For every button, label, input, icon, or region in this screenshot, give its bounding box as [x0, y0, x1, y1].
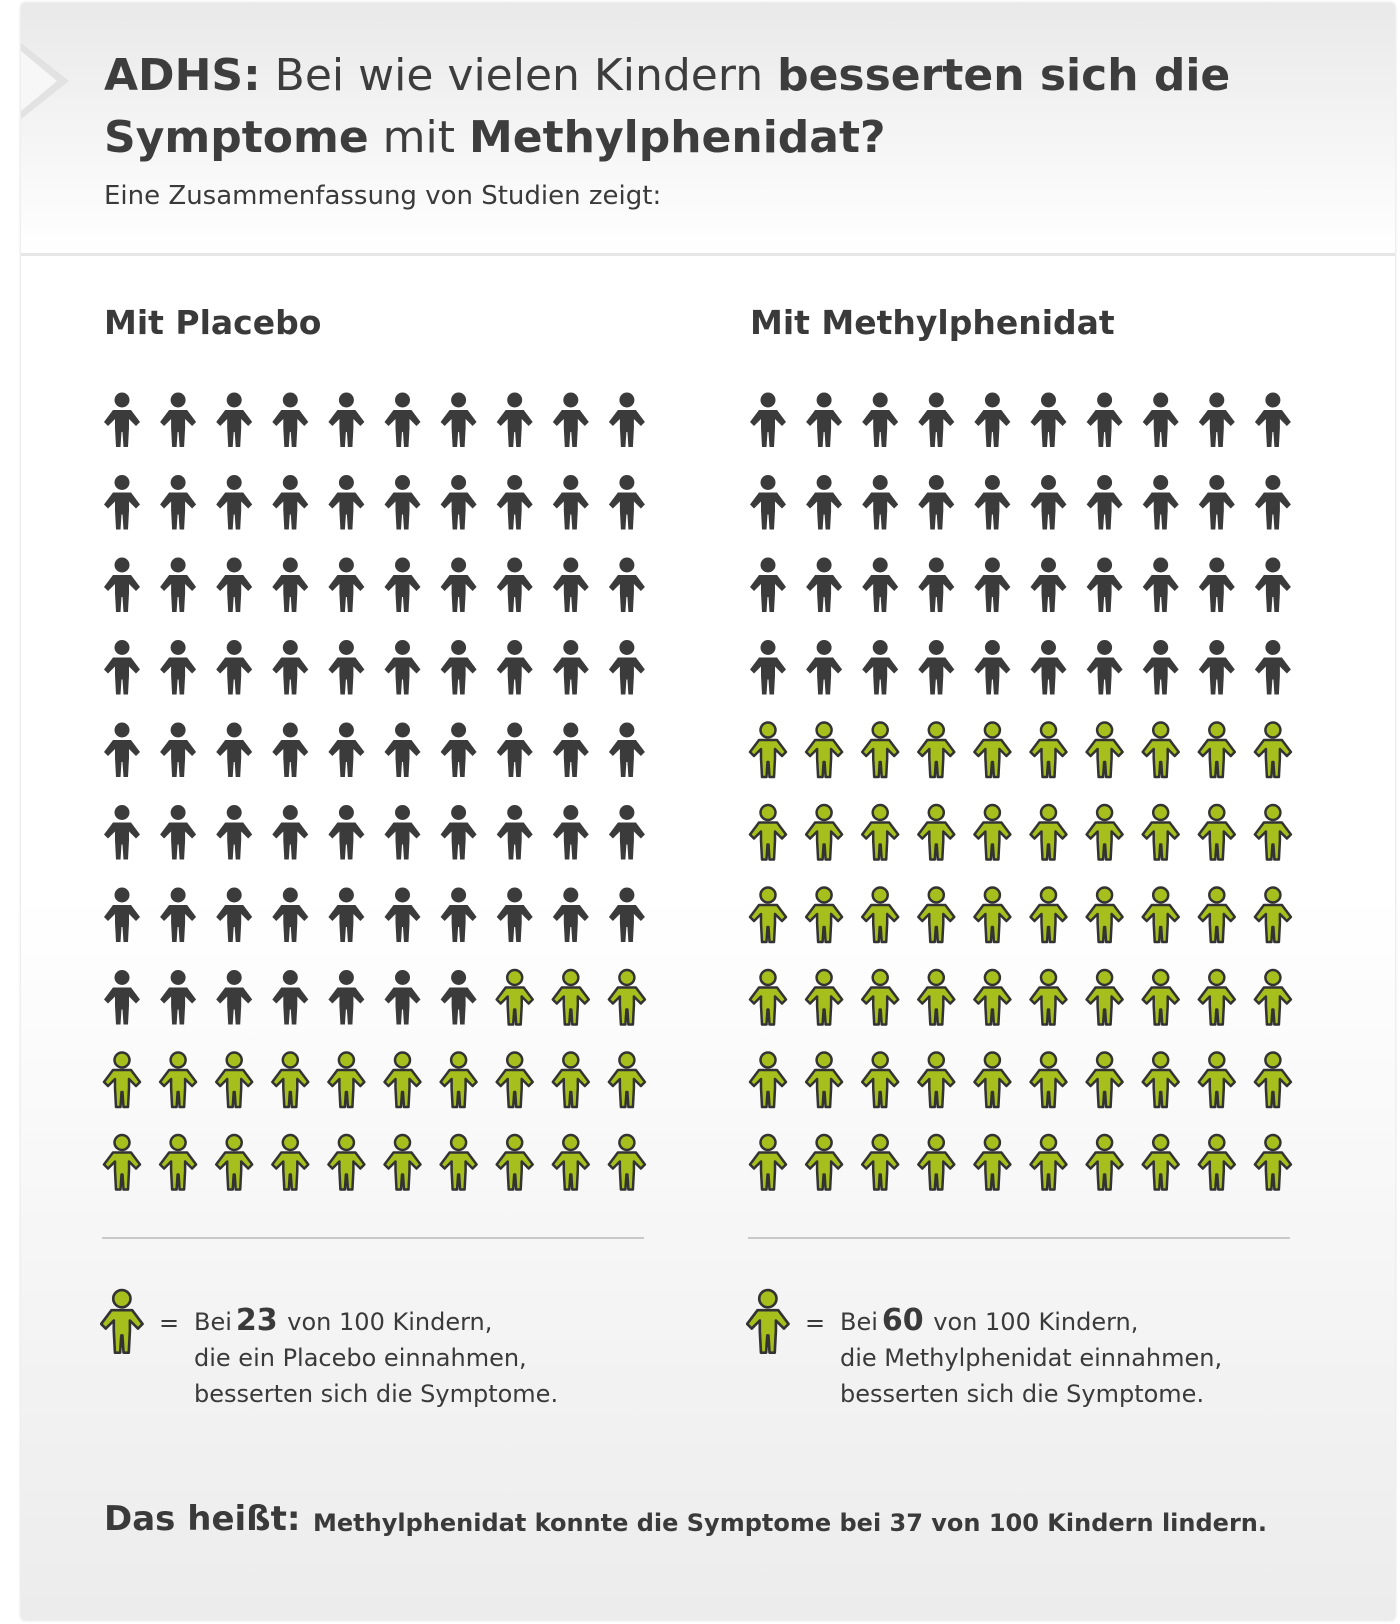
legend-icon-svg	[100, 1286, 144, 1362]
person-green-icon	[609, 970, 645, 1025]
person-dark-icon	[160, 475, 196, 530]
person-green-icon	[750, 805, 786, 860]
person-dark-icon	[918, 393, 954, 448]
person-green-icon	[1143, 1053, 1179, 1108]
person-green-icon	[1255, 970, 1291, 1025]
person-dark-icon	[1255, 640, 1291, 695]
person-dark-icon	[328, 393, 364, 448]
person-green-icon	[100, 1286, 144, 1366]
person-dark-icon	[918, 475, 954, 530]
person-green-icon	[1255, 805, 1291, 860]
person-green-icon	[918, 1053, 954, 1108]
person-dark-icon	[160, 970, 196, 1025]
person-dark-icon	[497, 475, 533, 530]
person-green-icon	[1255, 1053, 1291, 1108]
header	[21, 3, 1395, 256]
person-dark-icon	[385, 475, 421, 530]
person-dark-icon	[216, 640, 252, 695]
person-green-icon	[272, 1135, 308, 1190]
person-green-icon	[385, 1135, 421, 1190]
person-green-icon	[609, 1135, 645, 1190]
person-dark-icon	[918, 558, 954, 613]
person-green-icon	[385, 1053, 421, 1108]
person-dark-icon	[974, 640, 1010, 695]
person-dark-icon	[216, 805, 252, 860]
person-dark-icon	[862, 640, 898, 695]
person-dark-icon	[272, 475, 308, 530]
person-dark-icon	[553, 475, 589, 530]
person-green-icon	[1255, 1135, 1291, 1190]
legend-number: 60	[881, 1303, 924, 1338]
person-dark-icon	[385, 805, 421, 860]
person-dark-icon	[104, 558, 140, 613]
person-dark-icon	[1255, 475, 1291, 530]
person-dark-icon	[104, 970, 140, 1025]
person-dark-icon	[272, 888, 308, 943]
person-dark-icon	[1031, 475, 1067, 530]
person-green-icon	[750, 888, 786, 943]
person-green-icon	[1143, 970, 1179, 1025]
person-dark-icon	[385, 723, 421, 778]
header-notch-inner	[21, 51, 57, 111]
person-dark-icon	[862, 475, 898, 530]
person-green-icon	[806, 723, 842, 778]
person-dark-icon	[441, 640, 477, 695]
person-dark-icon	[1255, 393, 1291, 448]
person-green-icon	[328, 1053, 364, 1108]
person-green-icon	[862, 888, 898, 943]
person-green-icon	[1255, 723, 1291, 778]
person-green-icon	[497, 1053, 533, 1108]
person-green-icon	[160, 1135, 196, 1190]
pictogram-svg	[748, 373, 1300, 1193]
person-dark-icon	[1199, 640, 1235, 695]
person-dark-icon	[385, 393, 421, 448]
legend-pre: Bei	[840, 1308, 878, 1336]
page-title	[104, 45, 1304, 169]
person-green-icon	[806, 1053, 842, 1108]
person-dark-icon	[441, 475, 477, 530]
person-dark-icon	[272, 558, 308, 613]
title-part-3: besserten sich die Symptome	[104, 50, 1231, 163]
pictogram-svg	[102, 373, 654, 1193]
person-dark-icon	[609, 888, 645, 943]
person-dark-icon	[216, 723, 252, 778]
person-dark-icon	[216, 970, 252, 1025]
person-green-icon	[497, 970, 533, 1025]
person-dark-icon	[497, 640, 533, 695]
person-dark-icon	[1031, 393, 1067, 448]
legend-line-1	[840, 1303, 1222, 1340]
person-dark-icon	[160, 888, 196, 943]
person-dark-icon	[1087, 640, 1123, 695]
person-dark-icon	[441, 393, 477, 448]
person-dark-icon	[216, 888, 252, 943]
person-green-icon	[806, 805, 842, 860]
person-green-icon	[806, 1135, 842, 1190]
person-dark-icon	[272, 640, 308, 695]
person-green-icon	[918, 805, 954, 860]
person-dark-icon	[1199, 475, 1235, 530]
person-dark-icon	[160, 640, 196, 695]
title-part-5: Methylphenidat?	[468, 112, 886, 163]
person-dark-icon	[272, 970, 308, 1025]
person-green-icon	[553, 1053, 589, 1108]
person-dark-icon	[609, 393, 645, 448]
subtitle: Eine Zusammenfassung von Studien zeigt:	[104, 181, 662, 211]
person-green-icon	[160, 1053, 196, 1108]
person-dark-icon	[553, 393, 589, 448]
person-dark-icon	[385, 888, 421, 943]
person-dark-icon	[609, 558, 645, 613]
legend-number: 23	[235, 1303, 278, 1338]
person-green-icon	[862, 723, 898, 778]
person-dark-icon	[328, 805, 364, 860]
person-green-icon	[1255, 888, 1291, 943]
person-green-icon	[1087, 805, 1123, 860]
person-dark-icon	[1087, 393, 1123, 448]
person-green-icon	[441, 1135, 477, 1190]
divider-methylphenidat	[748, 1237, 1290, 1239]
person-green-icon	[1087, 1135, 1123, 1190]
person-dark-icon	[497, 888, 533, 943]
person-dark-icon	[441, 805, 477, 860]
person-green-icon	[862, 1135, 898, 1190]
person-green-icon	[1199, 1135, 1235, 1190]
person-green-icon	[1199, 1053, 1235, 1108]
person-dark-icon	[272, 393, 308, 448]
person-dark-icon	[104, 805, 140, 860]
person-green-icon	[918, 1135, 954, 1190]
divider-placebo	[102, 1237, 644, 1239]
infographic-card	[21, 3, 1395, 1620]
legend-text-methylphenidat	[840, 1303, 1222, 1412]
person-green-icon	[1031, 1135, 1067, 1190]
person-dark-icon	[104, 723, 140, 778]
person-dark-icon	[328, 723, 364, 778]
person-green-icon	[104, 1053, 140, 1108]
person-green-icon	[1143, 1135, 1179, 1190]
person-green-icon	[1031, 1053, 1067, 1108]
person-green-icon	[1199, 805, 1235, 860]
person-dark-icon	[806, 640, 842, 695]
person-green-icon	[104, 1135, 140, 1190]
person-green-icon	[441, 1053, 477, 1108]
person-green-icon	[1087, 1053, 1123, 1108]
person-green-icon	[272, 1053, 308, 1108]
person-green-icon	[918, 888, 954, 943]
person-green-icon	[918, 723, 954, 778]
person-dark-icon	[328, 970, 364, 1025]
person-dark-icon	[609, 475, 645, 530]
person-green-icon	[974, 723, 1010, 778]
person-dark-icon	[1199, 393, 1235, 448]
person-dark-icon	[1199, 558, 1235, 613]
person-dark-icon	[862, 393, 898, 448]
person-dark-icon	[328, 475, 364, 530]
legend-post: von 100 Kindern,	[287, 1308, 493, 1336]
person-green-icon	[750, 970, 786, 1025]
legend-line-3: besserten sich die Symptome.	[840, 1380, 1205, 1408]
person-dark-icon	[609, 640, 645, 695]
person-dark-icon	[750, 558, 786, 613]
title-part-1: ADHS:	[104, 50, 261, 101]
person-dark-icon	[974, 558, 1010, 613]
person-dark-icon	[1143, 640, 1179, 695]
person-dark-icon	[1087, 475, 1123, 530]
person-dark-icon	[1031, 558, 1067, 613]
person-green-icon	[1031, 805, 1067, 860]
person-dark-icon	[104, 475, 140, 530]
person-green-icon	[1143, 723, 1179, 778]
legend-line-2: die Methylphenidat einnahmen,	[840, 1344, 1223, 1372]
person-dark-icon	[160, 558, 196, 613]
person-dark-icon	[272, 723, 308, 778]
person-dark-icon	[104, 393, 140, 448]
person-green-icon	[553, 1135, 589, 1190]
person-green-icon	[216, 1135, 252, 1190]
person-green-icon	[328, 1135, 364, 1190]
person-green-icon	[974, 805, 1010, 860]
conclusion-text: Methylphenidat konnte die Symptome bei 37 von 100 Kindern lindern.	[313, 1509, 1267, 1537]
person-dark-icon	[1031, 640, 1067, 695]
person-dark-icon	[441, 888, 477, 943]
person-green-icon	[806, 888, 842, 943]
person-green-icon	[862, 1053, 898, 1108]
person-green-icon	[216, 1053, 252, 1108]
legend-pre: Bei	[194, 1308, 232, 1336]
legend-post: von 100 Kindern,	[933, 1308, 1139, 1336]
person-dark-icon	[441, 723, 477, 778]
person-dark-icon	[806, 475, 842, 530]
person-dark-icon	[216, 393, 252, 448]
person-dark-icon	[160, 393, 196, 448]
person-dark-icon	[385, 970, 421, 1025]
pictogram-methylphenidat	[748, 373, 1300, 1193]
person-dark-icon	[974, 475, 1010, 530]
person-dark-icon	[553, 805, 589, 860]
person-dark-icon	[497, 723, 533, 778]
person-dark-icon	[1087, 558, 1123, 613]
person-green-icon	[974, 888, 1010, 943]
person-dark-icon	[497, 558, 533, 613]
person-green-icon	[1199, 723, 1235, 778]
person-green-icon	[1087, 970, 1123, 1025]
person-dark-icon	[160, 805, 196, 860]
person-dark-icon	[1143, 393, 1179, 448]
person-dark-icon	[750, 640, 786, 695]
person-green-icon	[750, 1135, 786, 1190]
person-dark-icon	[806, 558, 842, 613]
legend-icon-svg	[746, 1286, 790, 1362]
person-dark-icon	[553, 640, 589, 695]
person-green-icon	[862, 805, 898, 860]
person-dark-icon	[750, 393, 786, 448]
person-green-icon	[746, 1286, 790, 1366]
person-dark-icon	[104, 640, 140, 695]
person-green-icon	[497, 1135, 533, 1190]
person-dark-icon	[974, 393, 1010, 448]
title-part-2: Bei wie vielen Kindern	[260, 50, 778, 101]
person-dark-icon	[609, 723, 645, 778]
pictogram-placebo	[102, 373, 654, 1193]
panel-title-placebo: Mit Placebo	[104, 303, 322, 342]
person-dark-icon	[497, 805, 533, 860]
person-green-icon	[1031, 888, 1067, 943]
person-green-icon	[553, 970, 589, 1025]
person-green-icon	[862, 970, 898, 1025]
legend-line-1	[194, 1303, 558, 1340]
panel-title-methylphenidat: Mit Methylphenidat	[750, 303, 1115, 342]
person-green-icon	[750, 1053, 786, 1108]
person-dark-icon	[216, 475, 252, 530]
person-dark-icon	[104, 888, 140, 943]
person-dark-icon	[497, 393, 533, 448]
person-green-icon	[1087, 723, 1123, 778]
person-dark-icon	[918, 640, 954, 695]
person-green-icon	[1143, 805, 1179, 860]
person-dark-icon	[385, 558, 421, 613]
person-dark-icon	[160, 723, 196, 778]
person-green-icon	[1199, 888, 1235, 943]
person-dark-icon	[441, 970, 477, 1025]
person-green-icon	[1199, 970, 1235, 1025]
person-dark-icon	[1143, 475, 1179, 530]
legend-line-3: besserten sich die Symptome.	[194, 1380, 559, 1408]
person-green-icon	[806, 970, 842, 1025]
person-dark-icon	[441, 558, 477, 613]
person-green-icon	[1031, 723, 1067, 778]
person-green-icon	[918, 970, 954, 1025]
person-dark-icon	[750, 475, 786, 530]
person-green-icon	[974, 970, 1010, 1025]
person-dark-icon	[806, 393, 842, 448]
person-dark-icon	[272, 805, 308, 860]
person-dark-icon	[553, 723, 589, 778]
person-dark-icon	[553, 888, 589, 943]
person-dark-icon	[1143, 558, 1179, 613]
person-green-icon	[609, 1053, 645, 1108]
legend-text-placebo	[194, 1303, 558, 1412]
legend-equals-placebo: =	[159, 1309, 180, 1337]
legend-equals-methylphenidat: =	[805, 1309, 826, 1337]
legend-line-2: die ein Placebo einnahmen,	[194, 1344, 527, 1372]
person-green-icon	[1031, 970, 1067, 1025]
person-green-icon	[1087, 888, 1123, 943]
person-dark-icon	[385, 640, 421, 695]
person-dark-icon	[328, 888, 364, 943]
title-part-4: mit	[368, 112, 469, 163]
person-green-icon	[974, 1135, 1010, 1190]
person-dark-icon	[216, 558, 252, 613]
person-dark-icon	[1255, 558, 1291, 613]
person-dark-icon	[609, 805, 645, 860]
person-dark-icon	[862, 558, 898, 613]
person-green-icon	[750, 723, 786, 778]
person-green-icon	[974, 1053, 1010, 1108]
person-dark-icon	[328, 640, 364, 695]
person-green-icon	[1143, 888, 1179, 943]
person-dark-icon	[328, 558, 364, 613]
person-dark-icon	[553, 558, 589, 613]
conclusion-label: Das heißt:	[104, 1499, 301, 1539]
